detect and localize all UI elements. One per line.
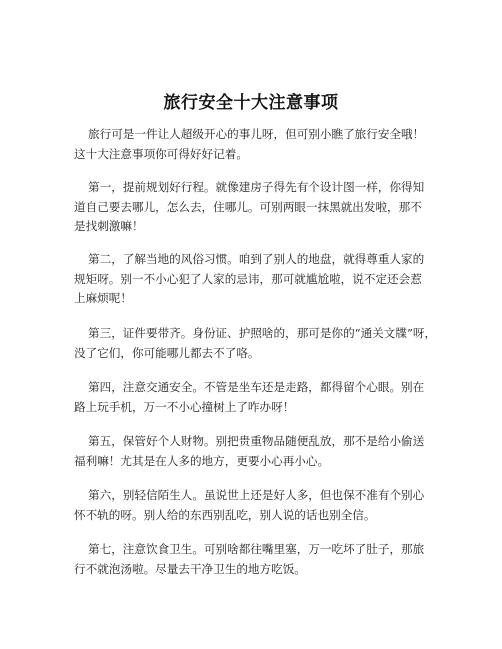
tip-paragraph-7 bbox=[74, 540, 434, 579]
paragraph-line: 规矩呀。别一不小心犯了人家的忌讳，那可就尴尬啦，说不定还会惹 bbox=[74, 271, 422, 286]
paragraph-line: 第六，别轻信陌生人。虽说世上还是好人多，但也保不准有个别心 bbox=[88, 488, 425, 502]
tip-paragraph-5 bbox=[74, 432, 434, 471]
paragraph-line: 第四，注意交通安全。不管是坐车还是走路，都得留个心眼。别在 bbox=[88, 380, 425, 394]
paragraph-line: 没了它们，你可能哪儿都去不了咯。 bbox=[74, 345, 260, 360]
paragraph-line: 第五，保管好个人财物。别把贵重物品随便乱放，那不是给小偷送 bbox=[88, 434, 425, 448]
paragraph-line: 福利嘛！尤其是在人多的地方，更要小心再小心。 bbox=[74, 453, 330, 468]
paragraph-line: 第二，了解当地的风俗习惯。咱到了别人的地盘，就得尊重人家的 bbox=[88, 252, 425, 266]
tip-paragraph-2 bbox=[74, 250, 434, 309]
tip-paragraph-1 bbox=[74, 178, 434, 237]
paragraph-line: 行不就泡汤啦。尽量去干净卫生的地方吃饭。 bbox=[74, 561, 306, 576]
document-title: 旅行安全十大注意事项 bbox=[163, 93, 339, 113]
tip-paragraph-3 bbox=[74, 324, 437, 363]
paragraph-line: 怀不轨的呀。别人给的东西别乱吃，别人说的话也别全信。 bbox=[74, 507, 376, 522]
paragraph-line: 这十大注意事项你可得好好记着。 bbox=[74, 146, 248, 161]
paragraph-line: 第三，证件要带齐。身份证、护照啥的，那可是你的“通关文牒”呀， bbox=[88, 326, 437, 340]
paragraph-line: 旅行可是一件让人超级开心的事儿呀，但可别小瞧了旅行安全哦！ bbox=[88, 127, 425, 141]
paragraph-line: 是找刺激嘛！ bbox=[74, 219, 144, 233]
intro-paragraph bbox=[74, 125, 434, 164]
paragraph-line: 第一，提前规划好行程。就像建房子得先有个设计图一样，你得知 bbox=[88, 180, 425, 194]
paragraph-line: 道自己要去哪儿，怎么去，住哪儿。可别两眼一抹黑就出发啦，那不 bbox=[74, 199, 422, 214]
paragraph-line: 第七，注意饮食卫生。可别啥都往嘴里塞，万一吃坏了肚子，那旅 bbox=[88, 542, 425, 556]
tip-paragraph-6 bbox=[74, 486, 434, 525]
tip-paragraph-4 bbox=[74, 378, 434, 417]
paragraph-line: 上麻烦呢！ bbox=[74, 291, 132, 305]
paragraph-line: 路上玩手机，万一不小心撞树上了咋办呀！ bbox=[74, 399, 295, 414]
